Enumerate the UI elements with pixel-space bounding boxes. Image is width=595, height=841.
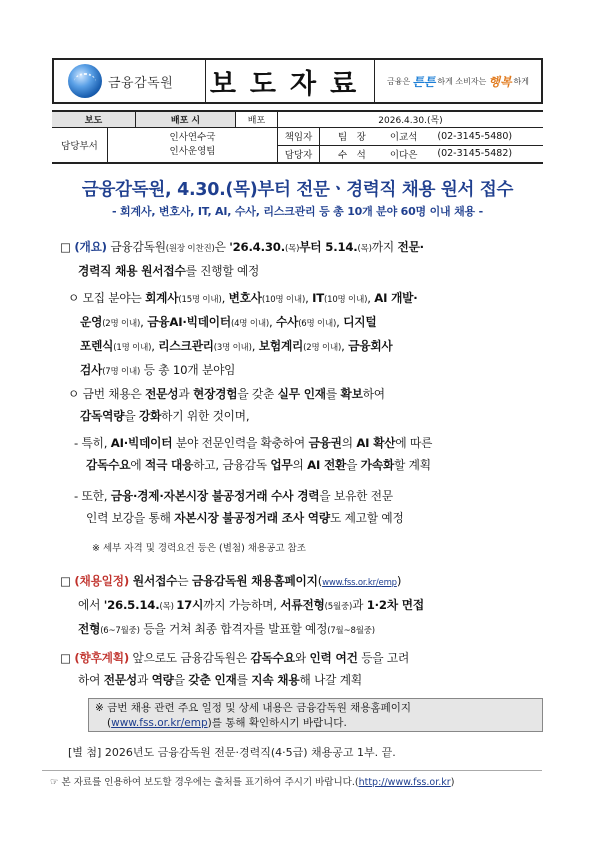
distribution-info	[52, 110, 543, 128]
section-schedule: □ (채용일정) 원서접수는 금융감독원 채용홈페이지(www.fss.or.kr/emp) 에서 '26.5.14.(목) 17시까지 가능하며, 서류전형(5월중)과 1·2차 면접 전형(6~7월중) 등을 거쳐 최종 합격자를 발표할 예정(7월~8월중)	[60, 574, 424, 636]
footer-divider	[42, 770, 542, 771]
press-header	[52, 58, 543, 104]
section-plan: □ (향후계획) 앞으로도 금융감독원은 감독수요와 인력 여건 등을 고려 하여 전문성과 역량을 갖춘 인재를 지속 채용해 나갈 계획	[60, 651, 410, 687]
slogan: 금융은 튼튼 하게 소비자는 행복 하게	[387, 74, 529, 89]
info-note-box: ※ 금번 채용 관련 주요 일정 및 상세 내용은 금융감독원 채용홈페이지 (www.fss.or.kr/emp)를 통해 확인하시기 바랍니다.	[88, 698, 543, 732]
report-value: 배포 시	[136, 112, 236, 127]
fss-link[interactable]: http://www.fss.or.kr	[358, 777, 451, 788]
footer-note: ☞ 본 자료를 인용하여 보도할 경우에는 출처를 표기하여 주시기 바랍니다.(http://www.fss.or.kr)	[50, 777, 455, 788]
recruit-purpose: ㅇ 금번 채용은 전문성과 현장경험을 갖춘 실무 인재를 확보하여 감독역량을 강화하기 위한 것이며,	[68, 387, 385, 423]
headline: 금융감독원, 4.30.(목)부터 전문ㆍ경력직 채용 원서 접수	[81, 180, 514, 200]
distribute-label: 배포	[236, 112, 278, 127]
capital-market: - 또한, 금융·경제·자본시장 불공정거래 수사 경력을 보유한 전문 인력 보강을 통해 자본시장 불공정거래 조사 역량도 제고할 예정	[74, 489, 404, 525]
dept-names: 인사연수국 인사운영팀	[108, 128, 278, 162]
emp-link[interactable]: www.fss.or.kr/emp	[322, 578, 397, 588]
attachment-line: [별 첨] 2026년도 금융감독원 전문·경력직(4·5급) 채용공고 1부. 끝.	[68, 746, 396, 759]
page-title: 보도자료	[206, 60, 375, 102]
pointing-hand-icon: ☞	[50, 777, 59, 788]
ai-expansion: - 특히, AI·빅데이터 분야 전문인력을 확충하여 금융권의 AI 확산에 따른 감독수요에 적극 대응하고, 금융감독 업무의 AI 전환을 가속화할 계획	[74, 436, 433, 472]
report-label: 보도	[52, 112, 136, 127]
fss-globe-icon	[68, 64, 102, 98]
emp-link[interactable]: www.fss.or.kr/emp	[111, 717, 208, 729]
logo	[54, 60, 206, 102]
detail-note: ※ 세부 자격 및 경력요건 등은 (별첨) 채용공고 참조	[92, 543, 306, 554]
sub-headline: - 회계사, 변호사, IT, AI, 수사, 리스크관리 등 총 10개 분야 60명 이내 채용 -	[112, 205, 483, 218]
dept-label: 담당부서	[52, 128, 108, 162]
contact-row: 책임자 팀 장 이교석 (02-3145-5480)	[278, 128, 543, 146]
contact-row: 담당자 수 석 이다은 (02-3145-5482)	[278, 146, 543, 163]
distribute-date: 2026.4.30.(목)	[378, 116, 443, 126]
recruit-fields: ㅇ 모집 분야는 회계사(15명 이내), 변호사(10명 이내), IT(10명 이내), AI 개발· 운영(2명 이내), 금융AI·빅데이터(4명 이내), 수사(6명 이내), 디지털 포렌식(1명 이내), 리스크관리(3명 이내), 보험계리(2명 이내), 금융회사 검사(7명 이내) 등 총 10개 분야임	[68, 291, 418, 377]
section-overview: □ (개요) 금융감독원(원장 이찬진)은 '26.4.30.(목)부터 5.14.(목)까지 전문· 경력직 채용 원서접수를 진행할 예정	[60, 240, 424, 278]
logo-text: 금융감독원	[108, 75, 174, 91]
contact-info	[52, 128, 543, 164]
